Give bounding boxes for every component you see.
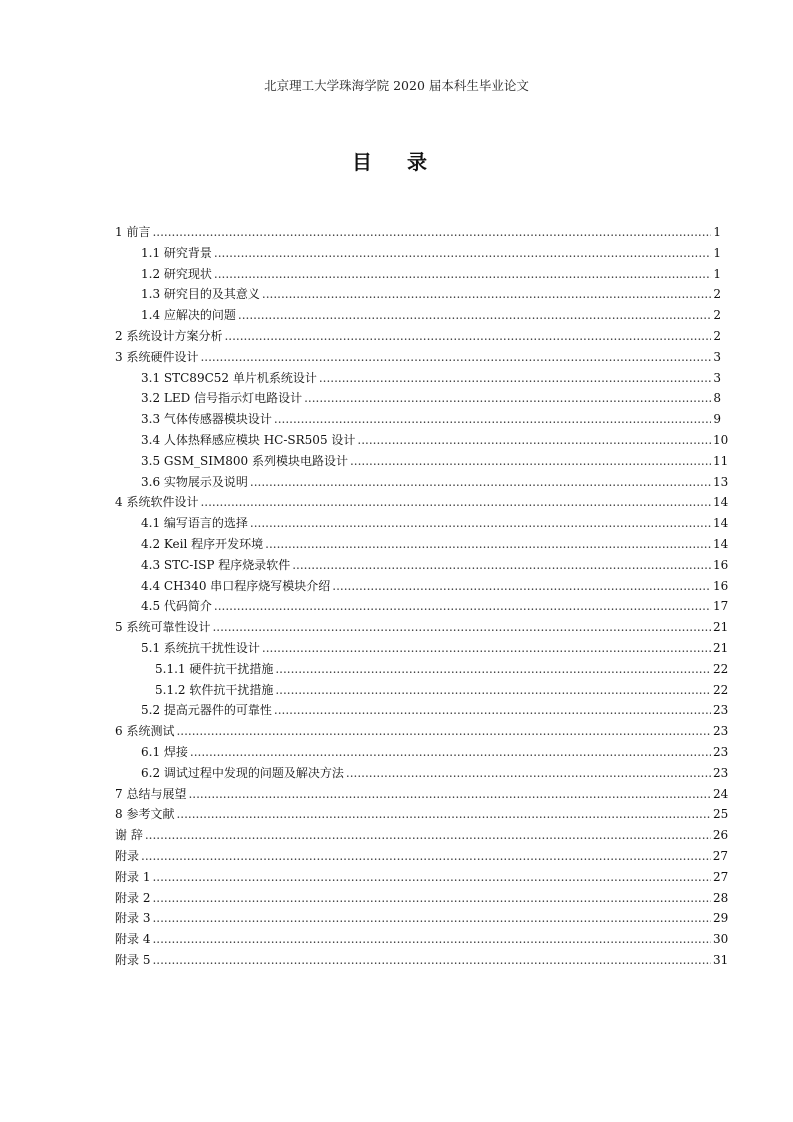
- toc-leader-dots: [238, 305, 711, 326]
- toc-leader-dots: [346, 763, 711, 784]
- toc-entry-page: 27: [712, 848, 729, 863]
- toc-entry-page: 9: [713, 412, 721, 427]
- toc-entry-label: 4.3 STC-ISP 程序烧录软件: [141, 557, 291, 572]
- toc-entry-page: 27: [712, 869, 729, 884]
- toc-entry-page: 2: [713, 308, 721, 323]
- toc-entry-label: 附录 4: [115, 932, 151, 947]
- toc-entry-page: 30: [712, 932, 729, 947]
- toc-entry[interactable]: [115, 825, 729, 846]
- toc-leader-dots: [200, 347, 711, 368]
- toc-entry-page: 26: [712, 828, 729, 843]
- toc-entry-label: 2 系统设计方案分析: [115, 328, 223, 343]
- toc-entry-page: 22: [713, 661, 729, 676]
- toc-entry-page: 23: [713, 724, 729, 739]
- toc-leader-dots: [250, 513, 711, 534]
- toc-entry-page: 14: [713, 495, 729, 510]
- toc-leader-dots: [152, 867, 711, 888]
- toc-entry[interactable]: [115, 472, 729, 493]
- toc-entry-page: 17: [713, 599, 729, 614]
- toc-leader-dots: [188, 784, 711, 805]
- toc-entry[interactable]: [115, 908, 729, 929]
- toc-entry-page: 11: [713, 453, 729, 468]
- toc-entry[interactable]: [115, 784, 729, 805]
- toc-entry-page: 23: [713, 765, 729, 780]
- toc-entry[interactable]: [115, 617, 729, 638]
- toc-leader-dots: [350, 451, 711, 472]
- toc-entry-label: 5 系统可靠性设计: [115, 620, 211, 635]
- table-of-contents: [115, 222, 729, 971]
- toc-entry[interactable]: [115, 284, 721, 305]
- toc-entry-page: 3: [713, 349, 721, 364]
- toc-leader-dots: [319, 368, 711, 389]
- toc-entry[interactable]: [115, 492, 729, 513]
- toc-entry-label: 附录 2: [115, 890, 151, 905]
- toc-leader-dots: [176, 721, 711, 742]
- toc-entry-label: 3.6 实物展示及说明: [141, 474, 248, 489]
- toc-entry-label: 1 前言: [115, 225, 151, 239]
- toc-entry[interactable]: [115, 305, 721, 326]
- toc-leader-dots: [152, 908, 711, 929]
- toc-entry-page: 1: [713, 245, 721, 260]
- toc-leader-dots: [250, 472, 711, 493]
- toc-entry-label: 谢 辞: [115, 828, 143, 843]
- toc-leader-dots: [152, 888, 711, 909]
- toc-entry-label: 6 系统测试: [115, 724, 175, 739]
- toc-entry[interactable]: [115, 368, 721, 389]
- toc-entry-page: 1: [713, 266, 721, 281]
- toc-leader-dots: [214, 243, 711, 264]
- toc-entry-label: 1.1 研究背景: [141, 245, 212, 260]
- toc-entry[interactable]: [115, 347, 721, 368]
- toc-entry[interactable]: [115, 388, 721, 409]
- toc-leader-dots: [274, 409, 711, 430]
- toc-entry-label: 6.2 调试过程中发现的问题及解决方法: [141, 765, 344, 780]
- toc-entry-page: 31: [712, 952, 729, 967]
- toc-entry[interactable]: [115, 700, 729, 721]
- toc-entry-label: 1.4 应解决的问题: [141, 308, 236, 323]
- toc-entry-page: 24: [713, 786, 729, 801]
- toc-leader-dots: [274, 700, 711, 721]
- toc-leader-dots: [265, 534, 711, 555]
- toc-entry-page: 8: [713, 391, 721, 406]
- toc-leader-dots: [176, 804, 711, 825]
- toc-entry-label: 4.5 代码简介: [141, 599, 212, 614]
- toc-entry-label: 3.3 气体传感器模块设计: [141, 412, 272, 427]
- toc-entry-page: 10: [713, 432, 729, 447]
- toc-leader-dots: [332, 576, 711, 597]
- toc-leader-dots: [304, 388, 711, 409]
- toc-entry-page: 13: [713, 474, 729, 489]
- toc-entry[interactable]: [115, 534, 729, 555]
- toc-entry[interactable]: [115, 846, 729, 867]
- page-header: 北京理工大学珠海学院 2020 届本科生毕业论文: [264, 78, 529, 93]
- toc-leader-dots: [275, 680, 711, 701]
- toc-entry[interactable]: [115, 264, 721, 285]
- toc-entry[interactable]: [115, 763, 729, 784]
- toc-leader-dots: [190, 742, 711, 763]
- toc-entry-label: 附录 3: [115, 911, 151, 926]
- toc-entry-page: 16: [713, 557, 729, 572]
- toc-entry[interactable]: [115, 430, 729, 451]
- toc-entry-label: 3.2 LED 信号指示灯电路设计: [141, 391, 303, 406]
- toc-entry-page: 23: [713, 744, 729, 759]
- toc-entry-label: 5.1.1 硬件抗干扰措施: [155, 661, 274, 676]
- toc-entry-label: 3 系统硬件设计: [115, 349, 199, 364]
- page-title: 目 录: [352, 150, 441, 174]
- toc-entry-page: 14: [713, 536, 729, 551]
- toc-entry[interactable]: [115, 888, 729, 909]
- toc-entry-page: 1: [713, 225, 721, 239]
- toc-entry[interactable]: [115, 742, 729, 763]
- toc-leader-dots: [357, 430, 711, 451]
- toc-leader-dots: [145, 825, 711, 846]
- toc-entry[interactable]: [115, 721, 729, 742]
- toc-leader-dots: [141, 846, 711, 867]
- toc-entry[interactable]: [115, 804, 729, 825]
- toc-entry-page: 14: [713, 516, 729, 531]
- toc-entry[interactable]: [115, 555, 729, 576]
- toc-entry-label: 附录: [115, 848, 140, 863]
- toc-leader-dots: [212, 617, 711, 638]
- toc-entry-label: 附录 5: [115, 952, 151, 967]
- toc-entry-label: 5.1.2 软件抗干扰措施: [155, 682, 274, 697]
- toc-entry[interactable]: [115, 243, 721, 264]
- toc-leader-dots: [262, 284, 711, 305]
- toc-entry-label: 1.3 研究目的及其意义: [141, 287, 260, 302]
- toc-entry-page: 29: [712, 911, 729, 926]
- toc-entry-label: 4.2 Keil 程序开发环境: [141, 536, 264, 551]
- toc-leader-dots: [224, 326, 711, 347]
- toc-entry-label: 1.2 研究现状: [141, 266, 212, 281]
- toc-entry-label: 5.2 提高元器件的可靠性: [141, 703, 272, 718]
- toc-leader-dots: [292, 555, 711, 576]
- toc-entry-label: 3.5 GSM_SIM800 系列模块电路设计: [141, 453, 348, 468]
- toc-leader-dots: [275, 659, 711, 680]
- toc-leader-dots: [152, 929, 711, 950]
- toc-entry[interactable]: [115, 222, 721, 243]
- toc-entry[interactable]: [115, 576, 729, 597]
- toc-leader-dots: [214, 264, 711, 285]
- toc-entry-page: 21: [713, 620, 729, 635]
- toc-entry-page: 28: [712, 890, 729, 905]
- toc-leader-dots: [152, 950, 711, 971]
- toc-entry[interactable]: [115, 659, 729, 680]
- toc-entry[interactable]: [115, 929, 729, 950]
- toc-leader-dots: [262, 638, 711, 659]
- toc-entry-page: 3: [713, 370, 721, 385]
- toc-entry-label: 4.1 编写语言的选择: [141, 516, 248, 531]
- toc-entry-label: 4.4 CH340 串口程序烧写模块介绍: [141, 578, 331, 593]
- toc-entry-label: 4 系统软件设计: [115, 495, 199, 510]
- toc-entry-label: 3.4 人体热释感应模块 HC-SR505 设计: [141, 432, 356, 447]
- toc-entry-page: 2: [713, 328, 721, 343]
- toc-entry[interactable]: [115, 680, 729, 701]
- toc-entry-page: 2: [713, 287, 721, 302]
- toc-entry[interactable]: [115, 867, 729, 888]
- toc-entry[interactable]: [115, 950, 729, 971]
- toc-entry[interactable]: [115, 596, 729, 617]
- toc-entry[interactable]: [115, 326, 721, 347]
- toc-entry-page: 25: [713, 807, 729, 822]
- toc-entry[interactable]: [115, 409, 721, 430]
- toc-entry-label: 8 参考文献: [115, 807, 175, 822]
- toc-entry-page: 16: [713, 578, 729, 593]
- toc-entry-label: 5.1 系统抗干扰性设计: [141, 640, 260, 655]
- toc-entry-page: 22: [713, 682, 729, 697]
- toc-entry-label: 6.1 焊接: [141, 744, 188, 759]
- toc-leader-dots: [200, 492, 711, 513]
- toc-entry[interactable]: [115, 638, 729, 659]
- toc-entry-label: 3.1 STC89C52 单片机系统设计: [141, 370, 317, 385]
- toc-entry-page: 23: [713, 703, 729, 718]
- toc-entry[interactable]: [115, 451, 729, 472]
- toc-entry-label: 7 总结与展望: [115, 786, 187, 801]
- toc-entry-label: 附录 1: [115, 869, 151, 884]
- toc-entry[interactable]: [115, 513, 729, 534]
- toc-leader-dots: [214, 596, 711, 617]
- toc-leader-dots: [152, 222, 711, 243]
- toc-entry-page: 21: [713, 640, 729, 655]
